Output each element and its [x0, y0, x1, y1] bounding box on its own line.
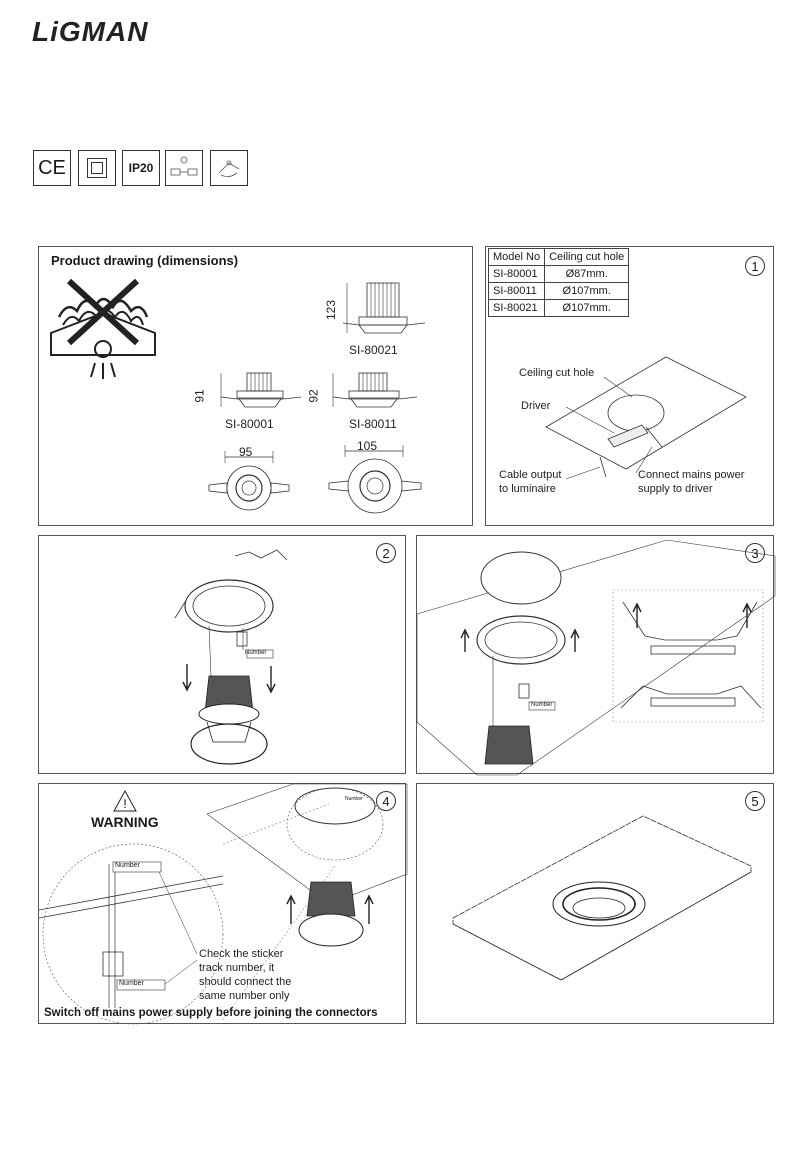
sticker-number-top: Number	[115, 862, 140, 869]
label-connect-mains: Connect mains power	[638, 469, 745, 481]
ce-mark-icon: CE	[33, 150, 71, 186]
step-2-illustration	[39, 536, 407, 775]
dim-height-123: 123	[324, 299, 339, 321]
svg-text:!: !	[123, 797, 127, 811]
label-cable-output: Cable output	[499, 469, 562, 481]
dim-height-92: 92	[306, 389, 321, 403]
si-80011-side-view	[329, 369, 419, 419]
step-number-2: 2	[376, 543, 396, 563]
sticker-number-ceiling: Number	[345, 796, 363, 802]
warning-label: WARNING	[91, 814, 159, 830]
note-line-1: Check the sticker	[199, 948, 284, 960]
si-80001-side-view	[217, 369, 307, 419]
si-80011-top-view	[327, 449, 427, 525]
product-drawing-panel	[38, 246, 473, 526]
step-number-1: 1	[745, 256, 765, 276]
step-5-panel	[416, 783, 774, 1024]
driver-connection-icon	[165, 150, 203, 186]
product-drawing-title: Product drawing (dimensions)	[51, 253, 239, 268]
step-3-panel	[416, 535, 774, 774]
step-3-illustration	[417, 536, 775, 775]
note-line-3: should connect the	[199, 976, 292, 988]
note-line-4: same number only	[199, 990, 290, 1002]
dim-width-105: 105	[357, 439, 378, 453]
step-4-illustration	[39, 784, 407, 1025]
step-1-panel	[485, 246, 774, 526]
label-driver: Driver	[521, 400, 551, 412]
table-cell: SI-80001	[489, 266, 545, 283]
table-header: Ceiling cut hole	[545, 249, 629, 266]
brand-logo: LiGMAN	[32, 16, 149, 47]
model-label-si-80001: SI-80001	[225, 417, 274, 431]
table-cell: SI-80011	[489, 283, 545, 300]
si-80001-top-view	[205, 455, 295, 525]
si-80021-side-view	[339, 279, 429, 349]
sticker-number: Number	[531, 702, 553, 708]
step-number-3: 3	[745, 543, 765, 563]
wiring-icon	[210, 150, 248, 186]
step-2-panel	[38, 535, 406, 774]
model-label-si-80021: SI-80021	[349, 343, 398, 357]
safety-footer: Switch off mains power supply before joining the connectors	[44, 1007, 378, 1019]
no-cover-warning-icon	[47, 273, 157, 383]
table-cell: Ø107mm.	[545, 300, 629, 317]
step-4-panel	[38, 783, 406, 1024]
label-to-luminaire: to luminaire	[499, 483, 556, 495]
sticker-number: Number	[245, 650, 267, 656]
ip20-icon: IP20	[122, 150, 160, 186]
table-cell: Ø107mm.	[545, 283, 629, 300]
table-header: Model No	[489, 249, 545, 266]
step-number-4: 4	[376, 791, 396, 811]
label-supply-to-driver: supply to driver	[638, 483, 713, 495]
double-insulation-icon	[78, 150, 116, 186]
table-cell: SI-80021	[489, 300, 545, 317]
model-label-si-80011: SI-80011	[349, 417, 397, 431]
sticker-number-bottom: Number	[119, 980, 144, 987]
note-line-2: track number, it	[199, 962, 275, 974]
dim-height-91: 91	[192, 389, 207, 403]
step-5-illustration	[417, 784, 775, 1025]
table-cell: Ø87mm.	[545, 266, 629, 283]
step-number-5: 5	[745, 791, 765, 811]
label-ceiling-cut-hole: Ceiling cut hole	[519, 367, 595, 379]
dim-width-95: 95	[239, 445, 253, 459]
